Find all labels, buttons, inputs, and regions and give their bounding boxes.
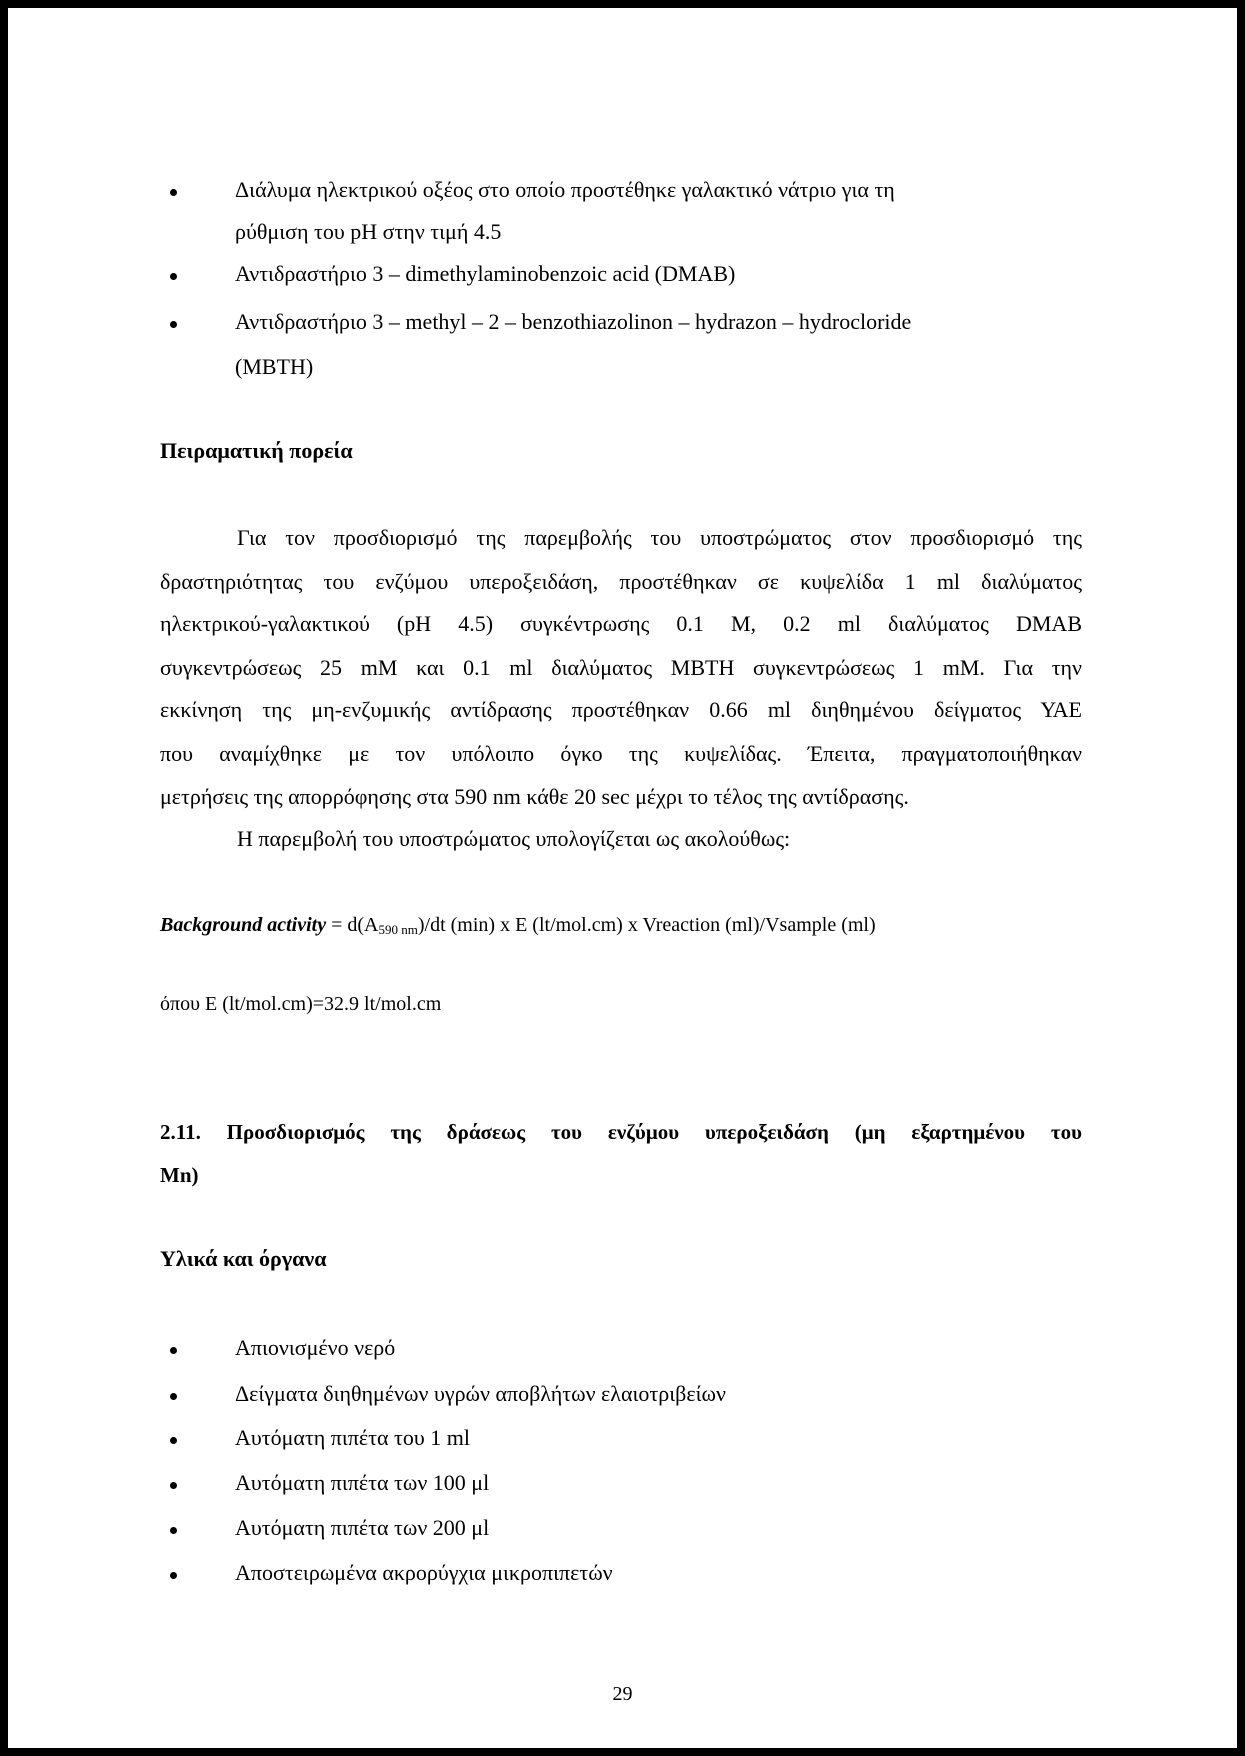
bullet-icon xyxy=(170,189,177,196)
paragraph-line: Για τον προσδιορισμό της παρεμβολής του υποστρώματος στον προσδιορισμό της xyxy=(237,525,1082,550)
materials-item: Δείγματα διηθημένων υγρών αποβλήτων ελαιοτριβείων xyxy=(235,1381,726,1406)
bullet-icon xyxy=(170,1527,177,1534)
reagent-item: Αντιδραστήριο 3 – dimethylaminobenzoic acid (DMAB) xyxy=(235,261,736,286)
materials-item: Αυτόματη πιπέτα του 1 ml xyxy=(235,1425,470,1450)
materials-item: Αυτόματη πιπέτα των 200 μl xyxy=(235,1515,490,1540)
reagent-item: Διάλυμα ηλεκτρικού οξέος στο οποίο προστέθηκε γαλακτικό νάτριο για τη xyxy=(235,177,895,202)
paragraph-line: εκκίνηση της μη-ενζυμικής αντίδρασης προστέθηκαν 0.66 ml διηθημένου δείγματος ΥΑΕ xyxy=(160,697,1082,722)
bullet-icon xyxy=(170,273,177,280)
section-title: 2.11. Προσδιορισμός της δράσεως του ενζύμου υπεροξειδάση (μη εξαρτημένου του xyxy=(160,1120,1082,1144)
formula-label: Background activity xyxy=(160,914,327,936)
bullet-icon xyxy=(170,1572,177,1579)
materials-item: Απιονισμένο νερό xyxy=(235,1335,396,1360)
bullet-icon xyxy=(170,1393,177,1400)
bullet-icon xyxy=(170,321,177,328)
reagent-item-continuation: ρύθμιση του pH στην τιμή 4.5 xyxy=(235,219,502,244)
formula-subscript: 590 nm xyxy=(378,922,418,937)
bullet-icon xyxy=(170,1347,177,1354)
paragraph-line: συγκεντρώσεως 25 mM και 0.1 ml διαλύματος MBTH συγκεντρώσεως 1 mM. Για την xyxy=(160,655,1082,680)
materials-item: Αυτόματη πιπέτα των 100 μl xyxy=(235,1470,490,1495)
bullet-icon xyxy=(170,1482,177,1489)
paragraph-line: μετρήσεις της απορρόφησης στα 590 nm κάθε 20 sec μέχρι το τέλος της αντίδρασης. xyxy=(160,784,909,809)
formula-intro: Η παρεμβολή του υποστρώματος υπολογίζεται ως ακολούθως: xyxy=(237,826,791,851)
formula-rest: )/dt (min) x E (lt/mol.cm) x Vreaction (ml)/Vsample (ml) xyxy=(417,914,876,936)
materials-heading: Υλικά και όργανα xyxy=(160,1246,327,1271)
page-number: 29 xyxy=(612,1683,633,1705)
section-heading-procedure: Πειραματική πορεία xyxy=(160,438,353,463)
formula xyxy=(160,912,876,943)
bullet-icon xyxy=(170,1437,177,1444)
formula-equals: = d(A xyxy=(326,914,379,936)
constant-definition: όπου E (lt/mol.cm)=32.9 lt/mol.cm xyxy=(160,993,442,1015)
reagent-item: Αντιδραστήριο 3 – methyl – 2 – benzothiazolinon – hydrazon – hydrocloride xyxy=(235,309,912,334)
paragraph-line: ηλεκτρικού-γαλακτικού (pH 4.5) συγκέντρωσης 0.1 M, 0.2 ml διαλύματος DMAB xyxy=(160,611,1082,636)
materials-item: Αποστειρωμένα ακρορύγχια μικροπιπετών xyxy=(235,1560,613,1585)
paragraph-line: δραστηριότητας του ενζύμου υπεροξειδάση, προστέθηκαν σε κυψελίδα 1 ml διαλύματος xyxy=(160,569,1082,594)
reagent-item-continuation: (MBTH) xyxy=(235,354,314,379)
section-title-continuation: Mn) xyxy=(160,1163,199,1187)
paragraph-line: που αναμίχθηκε με τον υπόλοιπο όγκο της κυψελίδας. Έπειτα, πραγματοποιήθηκαν xyxy=(160,741,1082,766)
